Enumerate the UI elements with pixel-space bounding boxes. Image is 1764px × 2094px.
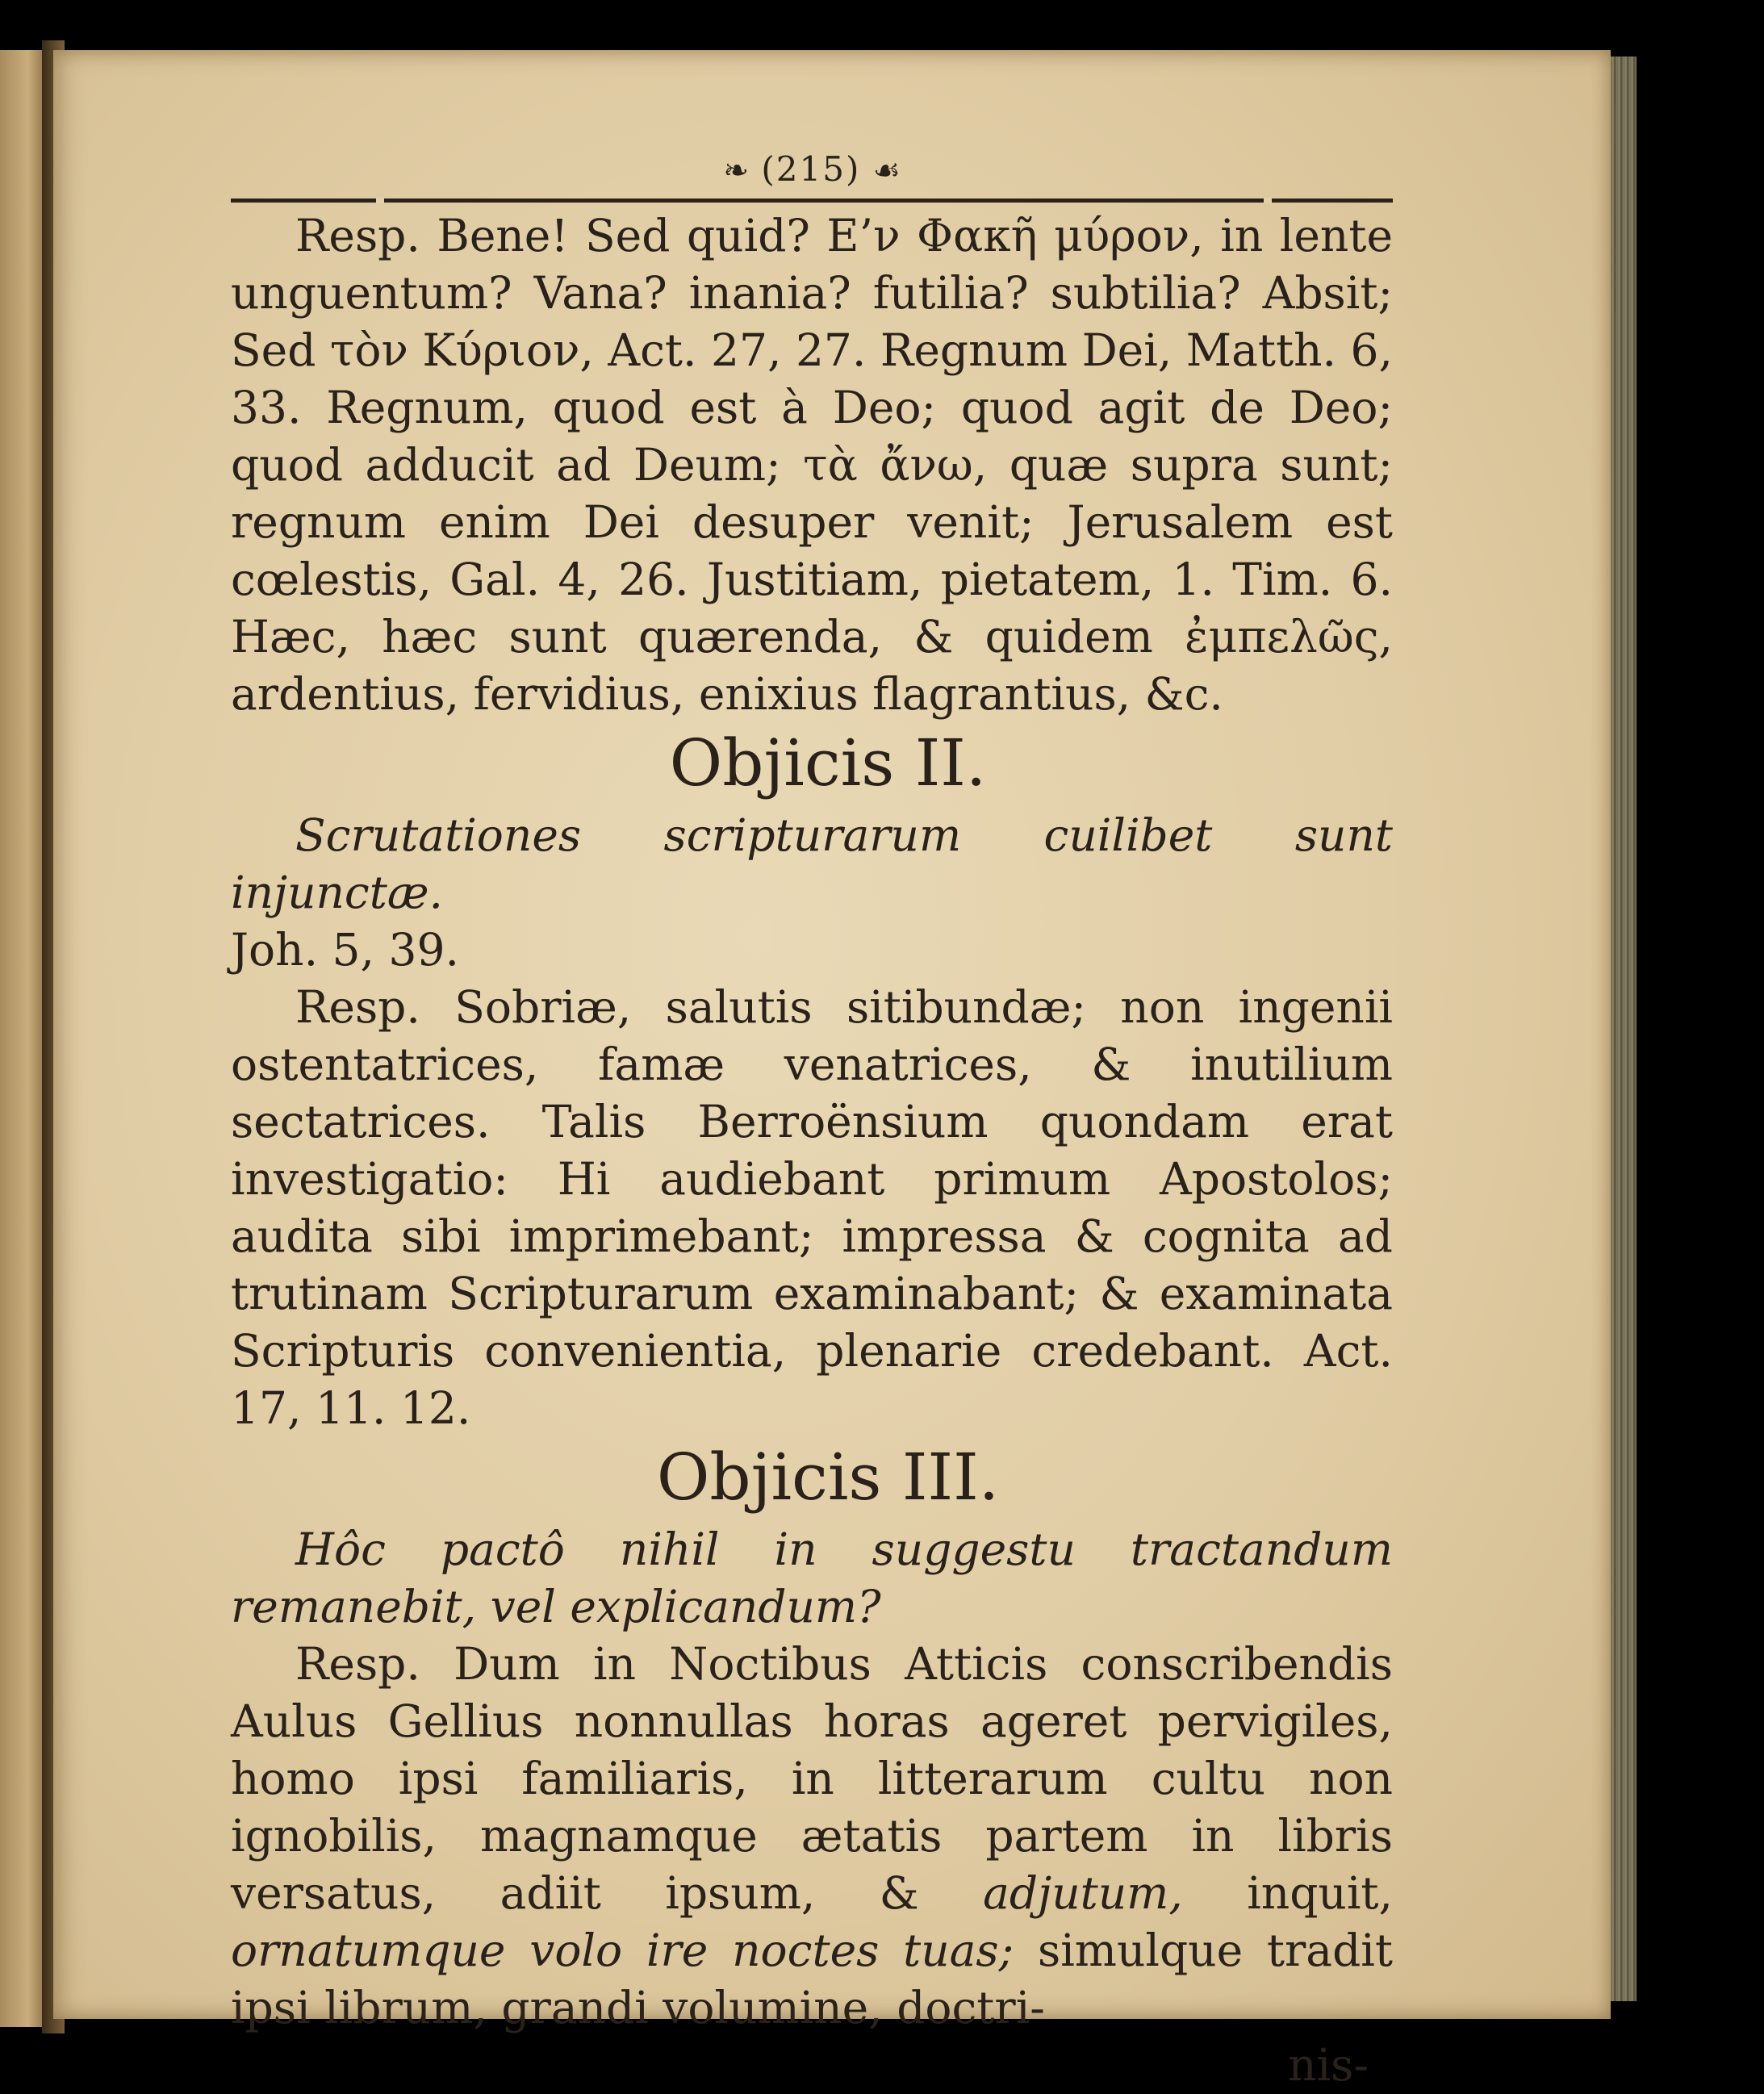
response-3-part-a: Resp. Dum in Noctibus Atticis conscribendis Aulus Gellius nonnullas horas ageret pervigiles, homo ipsi familiaris, in litterarum cultu non ignobilis, magnamque ætatis partem in libris versatus, adiit ipsum, & — [231, 1638, 1393, 1919]
response-3-part-c: inquit, — [1247, 1867, 1394, 1919]
paragraph-response-3 — [231, 1636, 1393, 2037]
heading-objicis-2: Objicis II. — [669, 725, 987, 800]
objection-2-reference: Joh. 5, 39. — [231, 924, 459, 976]
response-3-italic-1: adjutum, — [983, 1867, 1183, 1919]
book-page — [53, 50, 1611, 2091]
text-block — [231, 147, 1393, 2094]
running-header — [231, 147, 1393, 197]
ornament-right: ☙ — [872, 153, 901, 188]
heading-objicis-3: Objicis III. — [656, 1440, 1000, 1515]
header-rule — [231, 199, 1393, 203]
response-3-italic-2: ornatumque volo ire noctes tuas; — [231, 1925, 1014, 1976]
ornament-left: ❧ — [723, 153, 750, 188]
paragraph-response-2: Resp. Sobriæ, salutis sitibundæ; non ingenii ostentatrices, famæ venatrices, & inutilium sectatrices. Talis Berroënsium quondam erat investigatio: Hi audiebant primum Apostolos; audita sibi imprimebant; impressa & cognita ad trutinam Scripturarum examinabant; & examinata Scripturis convenientia, plenarie credebant. Act. 17, 11. 12. — [231, 981, 1393, 1434]
paragraph-response-1: Resp. Bene! Sed quid? E’ν Φακῆ μύρον, in lente unguentum? Vana? inania? futilia? subtilia? Absit; Sed τὸν Κύριον, Act. 27, 27. Regnum Dei, Matth. 6, 33. Regnum, quod est à Deo; quod agit de Deo; quod adducit ad Deum; τὰ ἄνω, quæ supra sunt; regnum enim Dei desuper venit; Jerusalem est cœlestis, Gal. 4, 26. Justitiam, pietatem, 1. Tim. 6. Hæc, hæc sunt quærenda, & quidem ἐμπελῶς, ardentius, fervidius, enixius flagrantius, &c. — [231, 210, 1393, 720]
objection-2-text: Scrutationes scripturarum cuilibet sunt injunctæ. — [231, 809, 1393, 918]
page-number: (215) — [761, 149, 861, 189]
response-3-part-e: simulque tradit ipsi librum, grandi volumine, doctri- — [231, 1925, 1393, 2033]
objection-3-text: Hôc pactô nihil in suggestu tractandum remanebit, vel explicandum? — [231, 1523, 1393, 1632]
catchword: nis- — [1288, 2039, 1369, 2091]
facing-page-edge — [0, 50, 47, 2027]
